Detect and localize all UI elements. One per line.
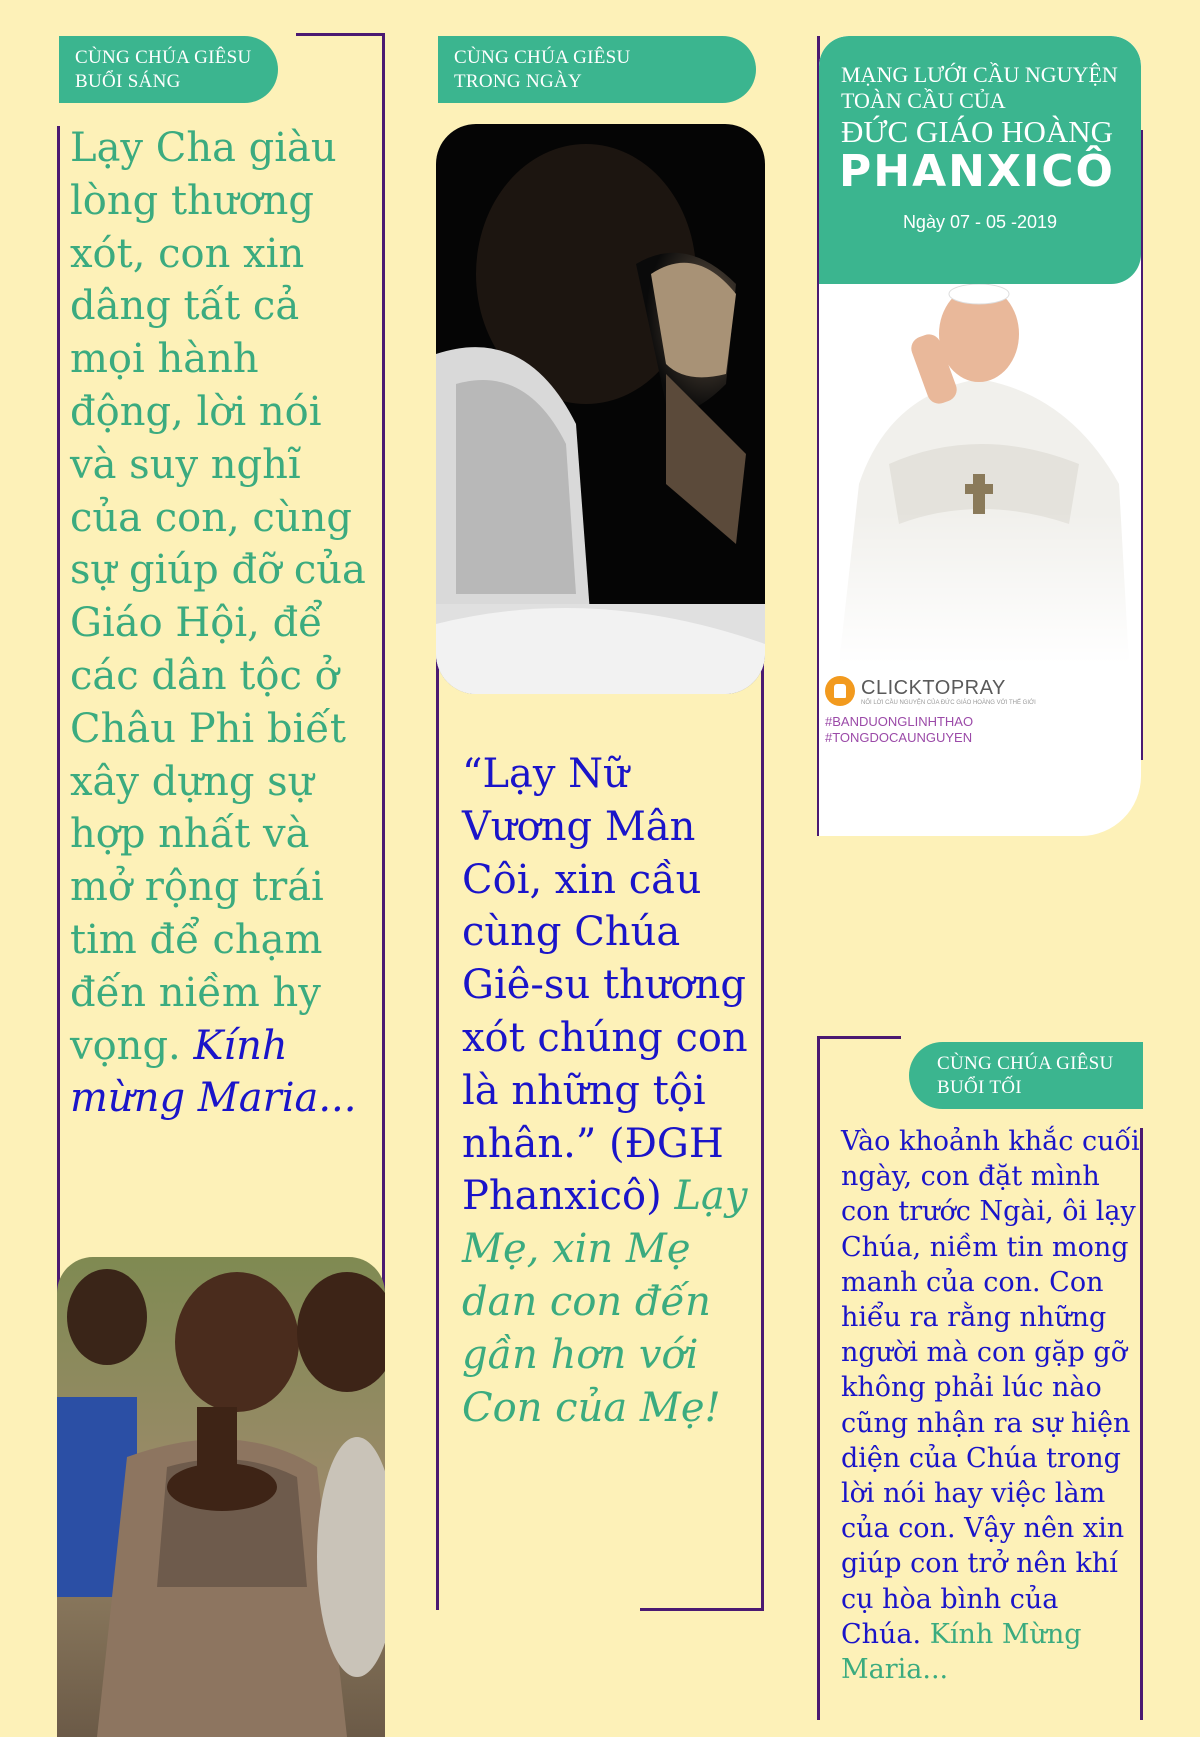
pope-illustration bbox=[819, 284, 1141, 664]
day-quote-text: “Lạy Nữ Vương Mân Côi, xin cầu cùng Chúa Giê-su thương xót chúng con là những tội nhân.” (ĐGH Phanxicô) bbox=[462, 751, 748, 1220]
header-line1-wrap bbox=[841, 62, 1118, 114]
morning-prayer-text: Lạy Cha giàu lòng thương xót, con xin dâng tất cả mọi hành động, lời nói và suy nghĩ của con, cùng sự giúp đỡ của Giáo Hội, để các dân tộc ở Châu Phi biết xây dựng sự hợp nhất và mở rộng trái tim để chạm đến niềm hy vọng. bbox=[70, 125, 366, 1069]
morning-tag-line1: CÙNG CHÚA GIÊSU bbox=[75, 47, 252, 68]
children-photo bbox=[57, 1257, 385, 1737]
day-tag bbox=[438, 36, 756, 103]
morning-frame-top bbox=[296, 33, 384, 36]
header-date: Ngày 07 - 05 -2019 bbox=[902, 212, 1058, 232]
day-petition: Lạy Mẹ, xin Mẹ dan con đến gần hơn với Con của Mẹ! bbox=[462, 1173, 748, 1431]
clicktopray-name: CLICKTOPRAY bbox=[861, 676, 1006, 699]
praying-man-photo bbox=[436, 124, 765, 694]
pope-card-header bbox=[819, 36, 1141, 284]
day-tag-line2: TRONG NGÀY bbox=[454, 71, 583, 92]
evening-tag-line2: BUỔI TỐI bbox=[937, 1077, 1022, 1098]
day-tag-line1: CÙNG CHÚA GIÊSU bbox=[454, 47, 631, 68]
header-line2: ĐỨC GIÁO HOÀNG bbox=[841, 114, 1114, 149]
pope-card bbox=[819, 36, 1141, 836]
evening-frame-top bbox=[817, 1036, 901, 1039]
day-quote bbox=[462, 748, 757, 1434]
evening-prayer bbox=[841, 1124, 1143, 1687]
praying-man-art bbox=[436, 124, 765, 694]
evening-frame-left bbox=[817, 1036, 820, 1720]
day-frame-left bbox=[436, 650, 439, 1610]
hashtags bbox=[825, 714, 973, 746]
evening-tag bbox=[909, 1042, 1143, 1109]
day-frame-bottom bbox=[640, 1608, 764, 1611]
hashtag-2: #TONGDOCAUNGUYEN bbox=[825, 730, 973, 745]
evening-tag-line1: CÙNG CHÚA GIÊSU bbox=[937, 1053, 1114, 1074]
evening-prayer-text: Vào khoảnh khắc cuối ngày, con đặt mình con trước Ngài, ôi lạy Chúa, niềm tin mong manh của con. Con hiểu ra rằng những người mà con gặp gỡ không phải lúc nào cũng nhận ra sự hiện diện của Chúa trong lời nói hay việc làm của con. Vậy nên xin giúp con trở nên khí cụ hòa bình của Chúa. bbox=[841, 1126, 1140, 1650]
children-photo-art bbox=[57, 1257, 385, 1737]
header-line1: MẠNG LƯỚI CẦU NGUYỆN bbox=[841, 62, 1118, 87]
clicktopray-brand bbox=[825, 676, 1036, 706]
evening-closing: Kính Mừng Maria... bbox=[841, 1618, 1082, 1686]
hashtag-1: #BANDUONGLINHTHAO bbox=[825, 714, 974, 729]
clicktopray-sub: NỐI LỜI CẦU NGUYỆN CỦA ĐỨC GIÁO HOÀNG VỚI THẾ GIỚI bbox=[861, 699, 1036, 706]
day-frame-right bbox=[761, 660, 764, 1610]
header-line3: PHANXICÔ bbox=[839, 146, 1115, 197]
morning-prayer bbox=[70, 122, 375, 1125]
morning-closing: Kính mừng Maria... bbox=[70, 1022, 357, 1122]
clicktopray-logo-icon bbox=[825, 676, 855, 706]
morning-tag-line2: BUỔI SÁNG bbox=[75, 71, 181, 92]
morning-tag bbox=[59, 36, 278, 103]
header-line1b: TOÀN CẦU CỦA bbox=[841, 88, 1006, 113]
